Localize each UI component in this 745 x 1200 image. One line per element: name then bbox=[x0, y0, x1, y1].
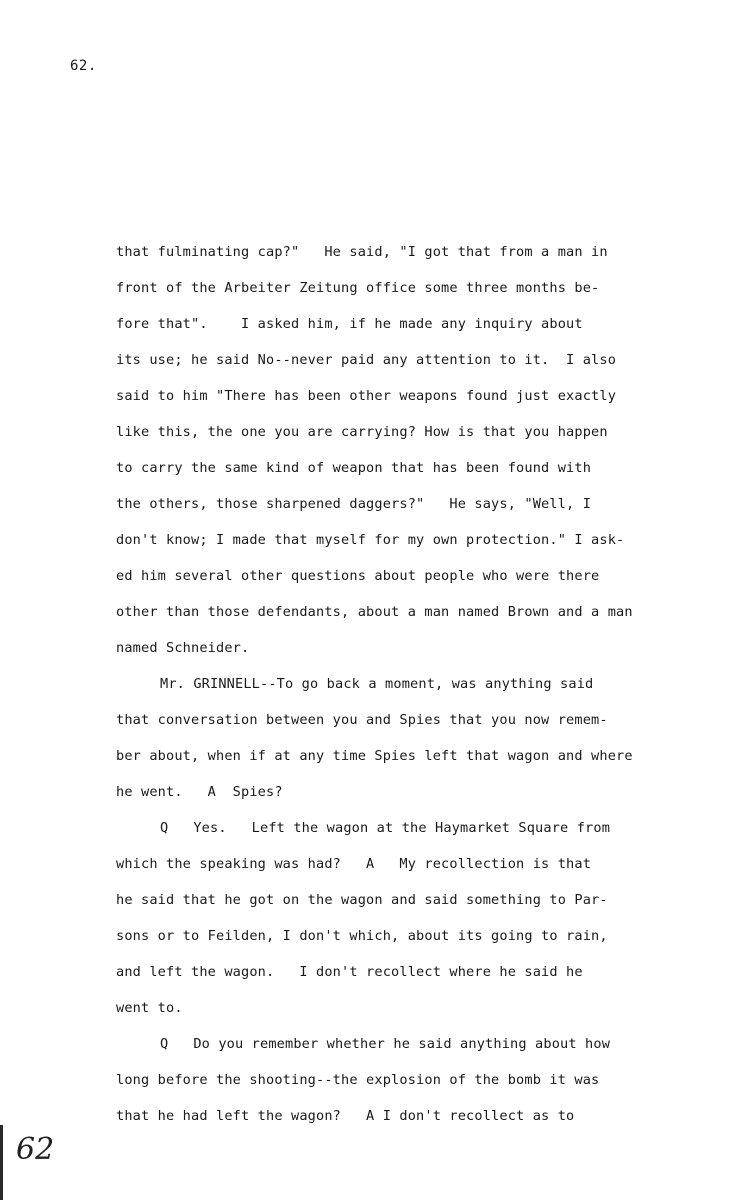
margin-mark bbox=[0, 1125, 3, 1200]
text-line: ber about, when if at any time Spies left that wagon and where bbox=[116, 748, 633, 764]
text-line: front of the Arbeiter Zeitung office some three months be- bbox=[116, 280, 600, 296]
handwritten-page-number: 62 bbox=[16, 1132, 55, 1167]
text-line: Mr. GRINNELL--To go back a moment, was anything said bbox=[160, 676, 594, 692]
text-line: which the speaking was had? A My recollection is that bbox=[116, 856, 592, 872]
text-line: said to him "There has been other weapons found just exactly bbox=[116, 388, 617, 404]
text-line: the others, those sharpened daggers?" He says, "Well, I bbox=[116, 496, 592, 512]
text-line: to carry the same kind of weapon that has been found with bbox=[116, 460, 592, 476]
text-line: ed him several other questions about people who were there bbox=[116, 568, 600, 584]
text-line: that he had left the wagon? A I don't recollect as to bbox=[116, 1108, 575, 1124]
text-line: long before the shooting--the explosion of the bomb it was bbox=[116, 1072, 600, 1088]
text-line: fore that". I asked him, if he made any inquiry about bbox=[116, 316, 583, 332]
page-number: 62. bbox=[70, 58, 97, 74]
text-line: he said that he got on the wagon and said something to Par- bbox=[116, 892, 608, 908]
text-line: like this, the one you are carrying? How is that you happen bbox=[116, 424, 608, 440]
text-line: sons or to Feilden, I don't which, about its going to rain, bbox=[116, 928, 608, 944]
text-line: and left the wagon. I don't recollect where he said he bbox=[116, 964, 583, 980]
text-line: went to. bbox=[116, 1000, 183, 1016]
text-line: that conversation between you and Spies that you now remem- bbox=[116, 712, 608, 728]
text-line: other than those defendants, about a man named Brown and a man bbox=[116, 604, 633, 620]
text-line: its use; he said No--never paid any attention to it. I also bbox=[116, 352, 617, 368]
text-line: named Schneider. bbox=[116, 640, 250, 656]
text-line: don't know; I made that myself for my own protection." I ask- bbox=[116, 532, 625, 548]
body-text bbox=[116, 234, 716, 1134]
text-line: he went. A Spies? bbox=[116, 784, 283, 800]
text-line: Q Do you remember whether he said anything about how bbox=[160, 1036, 611, 1052]
text-line: Q Yes. Left the wagon at the Haymarket Square from bbox=[160, 820, 611, 836]
text-line: that fulminating cap?" He said, "I got that from a man in bbox=[116, 244, 608, 260]
